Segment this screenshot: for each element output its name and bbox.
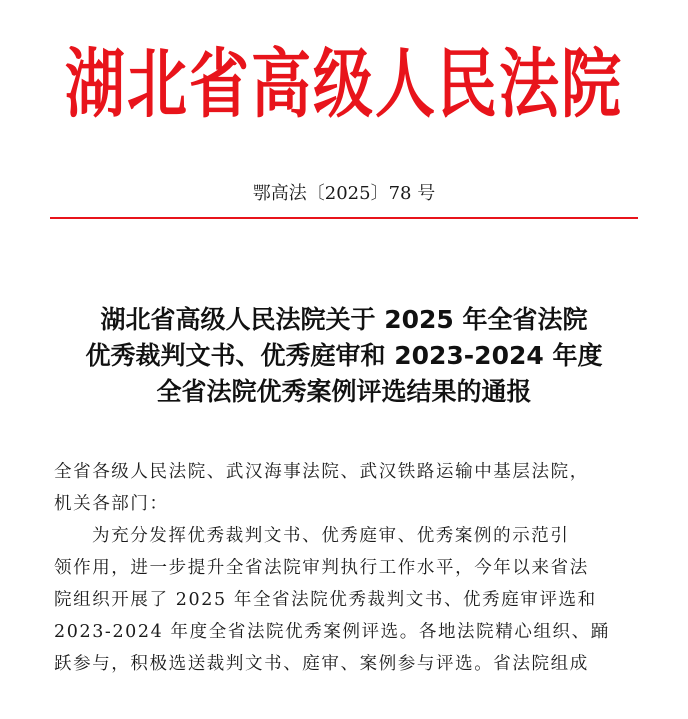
title-line-1: 湖北省高级人民法院关于 2025 年全省法院 xyxy=(100,305,588,334)
title-line-2: 优秀裁判文书、优秀庭审和 2023-2024 年度 xyxy=(85,341,603,370)
red-divider-line xyxy=(50,217,638,219)
court-letterhead: 湖北省高级人民法院 xyxy=(65,41,623,129)
body-paragraph-line: 2023-2024 年度全省法院优秀案例评选。各地法院精心组织、踊 xyxy=(54,622,610,642)
body-paragraph-line: 领作用，进一步提升全省法院审判执行工作水平，今年以来省法 xyxy=(54,558,589,578)
title-line-3: 全省法院优秀案例评选结果的通报 xyxy=(156,377,532,406)
body-paragraph-line: 院组织开展了 2025 年全省法院优秀裁判文书、优秀庭审评选和 xyxy=(54,590,597,610)
document-number: 鄂高法〔2025〕78 号 xyxy=(252,183,436,204)
notice-title xyxy=(40,302,648,410)
body-paragraph-line: 跃参与，积极选送裁判文书、庭审、案例参与评选。省法院组成 xyxy=(54,654,589,674)
body-paragraph-line: 为充分发挥优秀裁判文书、优秀庭审、优秀案例的示范引 xyxy=(92,526,570,546)
addressee-line-1: 全省各级人民法院、武汉海事法院、武汉铁路运输中基层法院， xyxy=(54,462,589,482)
addressee-line-2: 机关各部门： xyxy=(54,494,169,514)
notice-body xyxy=(54,456,644,680)
